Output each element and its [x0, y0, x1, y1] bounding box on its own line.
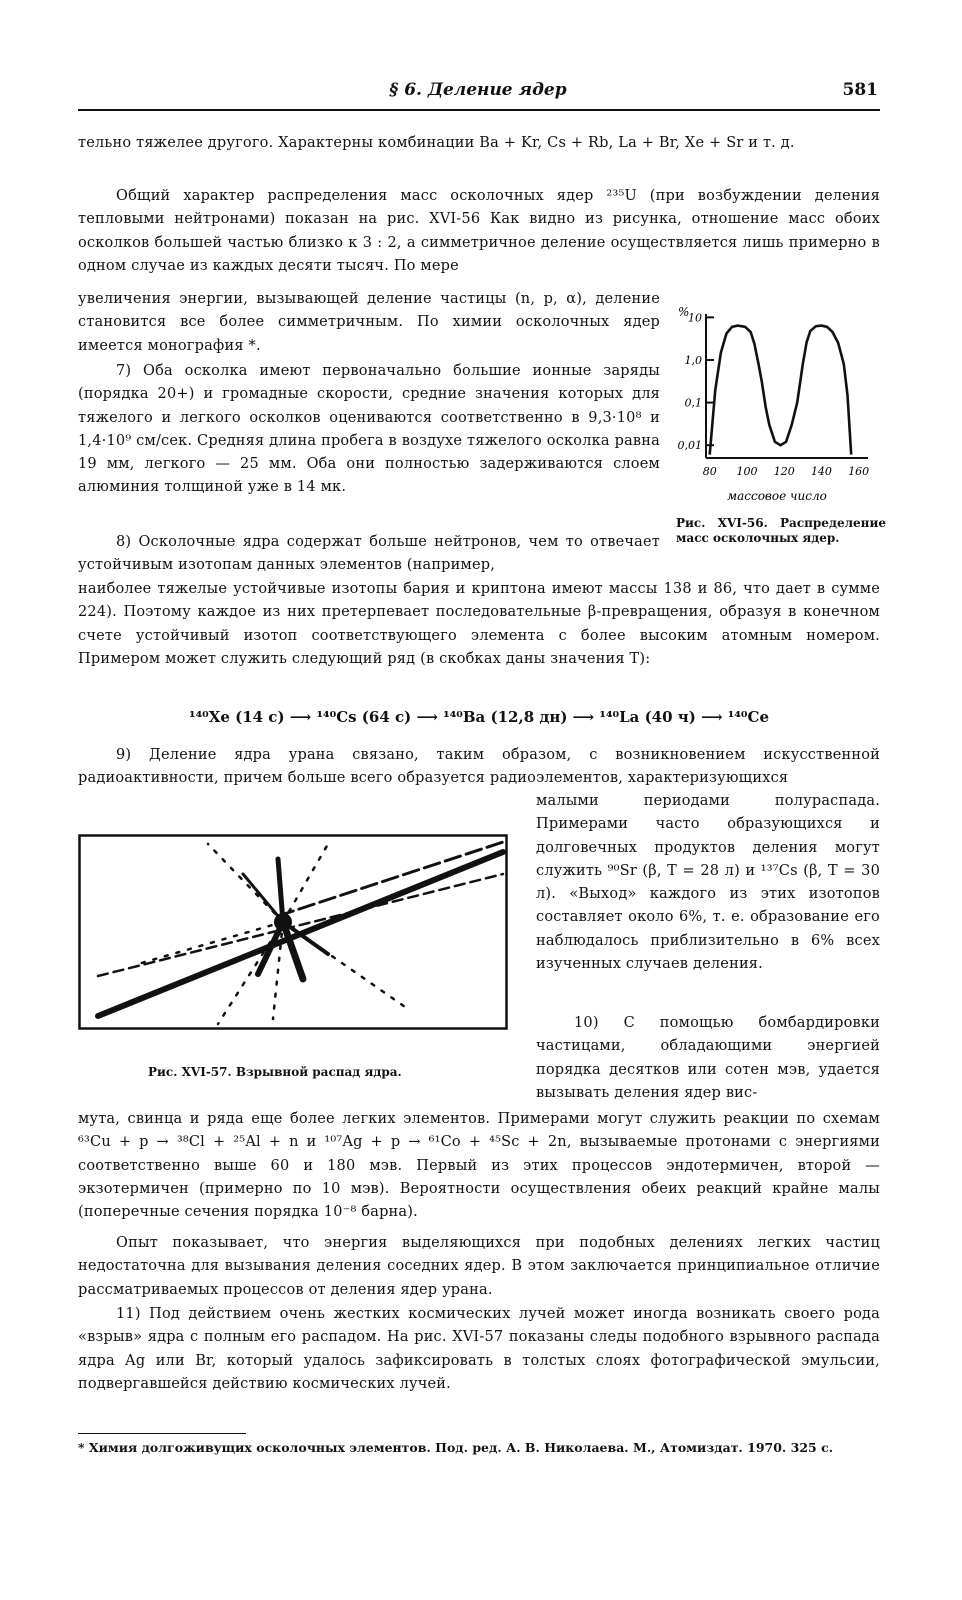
y-unit-label: % [678, 305, 690, 319]
y-tick-label: 0,1 [684, 396, 702, 410]
section-title: § 6. Деление ядер [389, 80, 567, 100]
y-tick-label: 10 [688, 311, 702, 325]
paragraph-10: 10) С помощью бомбардировки частицами, обладающими энергией порядка десятков или сотен мэв, удается вызывать деления ядер вис- [536, 1015, 880, 1101]
explosion-center [274, 913, 292, 931]
paragraph-10-cont: мута, свинца и ряда еще более легких элементов. Примерами могут служить реакции по схемам ⁶³Cu + p → ³⁸Cl + ²⁵Al + n и ¹⁰⁷Ag + p → ⁶¹Co + ⁴⁵Sc + 2n, вызываемые протонами с энергиями соответственно выше 60 и 180 мэв. Первый из этих процессов эндотермичен, второй — экзотермичен (примерно по 10 мэв). Вероятности осуществления обеих реакций крайне малы (поперечные сечения порядка 10⁻⁸ барна). [78, 1111, 880, 1221]
paragraph-8-cont: наиболее тяжелые устойчивые изотопы бария и криптона имеют массы 138 и 86, что дает в сумме 224). Поэтому каждое из них претерпевает последовательные β-превращения, образуя в конечном счете устойчивый изотоп соответствующего элемента с более высоким атомным номером. Примером может служить следующий ряд (в скобках даны значения T): [78, 581, 880, 667]
nucleus-explosion-figure [78, 834, 508, 1030]
footnote: * Химия долгоживущих осколочных элементов. Под. ред. А. В. Николаева. М., Атомиздат. 1970. 325 с. [78, 1440, 834, 1455]
y-tick-label: 1,0 [684, 353, 702, 367]
paragraph-mass-distribution: Общий характер распределения масс осколочных ядер ²³⁵U (при возбуждении деления тепловыми нейтронами) показан на рис. XVI-56 Как видно из рисунка, отношение масс обоих осколков большей частью близко к 3 : 2, а симметричное деление осуществляется лишь примерно в одном случае из каждых десяти тысяч. По мере [78, 188, 880, 274]
y-tick-label: 0,01 [677, 439, 702, 453]
figure-57-caption: Рис. XVI-57. Взрывной распад ядра. [148, 1065, 402, 1079]
track-lines [98, 842, 503, 1024]
paragraph-9: 9) Деление ядра урана связано, таким образом, с возникновением искусственной радиоактивности, причем больше всего образуется радиоэлементов, характеризующихся [78, 747, 880, 787]
paragraph-mass-distribution-cont: увеличения энергии, вызывающей деление частицы (n, p, α), деление становится все более симметричным. По химии осколочных ядер имеется монография *. [78, 291, 660, 354]
distribution-curve [710, 326, 852, 455]
mass-distribution-chart [672, 300, 882, 510]
paragraph-combinations: тельно тяжелее другого. Характерны комбинации Ba + Kr, Cs + Rb, La + Br, Xe + Sr и т. д. [78, 135, 795, 151]
running-header [78, 80, 878, 106]
paragraph-7: 7) Оба осколка имеют первоначально большие ионные заряды (порядка 20+) и громадные скорости, средние значения которых для тяжелого и легкого осколков оцениваются соответственно в 9,3·10⁸ и 1,4·10⁹ см/сек. Средняя длина пробега в воздухе тяжелого осколка равна 19 мм, легкого — 25 мм. Оба они полностью задерживаются слоем алюминия толщиной уже в 14 мк. [78, 363, 660, 496]
paragraph-8: 8) Осколочные ядра содержат больше нейтронов, чем то отвечает устойчивым изотопам данных элементов (например, [78, 534, 660, 574]
paragraph-9-cont: малыми периодами полураспада. Примерами часто образующихся и долговечных продуктов деления могут служить ⁹⁰Sr (β, T = 28 л) и ¹³⁷Cs (β, T = 30 л). «Выход» каждого из этих изотопов составляет около 6%, т. е. образование его наблюдалось приблизительно в 6% всех изученных случаев деления. [536, 793, 880, 973]
footnote-rule [78, 1433, 246, 1434]
x-tick-label: 120 [773, 465, 795, 478]
header-rule [78, 109, 880, 111]
decay-series: ¹⁴⁰Xe (14 с) ⟶ ¹⁴⁰Cs (64 с) ⟶ ¹⁴⁰Ba (12,8 дн) ⟶ ¹⁴⁰La (40 ч) ⟶ ¹⁴⁰Ce [189, 708, 769, 726]
paragraph-experience: Опыт показывает, что энергия выделяющихся при подобных делениях легких частиц недостаточна для вызывания деления соседних ядер. В этом заключается принципиальное отличие рассматриваемых процессов от деления ядер урана. [78, 1235, 880, 1298]
paragraph-11: 11) Под действием очень жестких космических лучей может иногда возникать своего рода «взрыв» ядра с полным его распадом. На рис. XVI-57 показаны следы подобного взрывного распада ядра Ag или Br, который удалось зафиксировать в толстых слоях фотографической эмульсии, подвергавшейся действию космических лучей. [78, 1306, 880, 1392]
figure-56-caption: Рис. XVI-56. Распределение масс осколочных ядер. [676, 516, 886, 545]
x-tick-label: 160 [848, 465, 870, 478]
x-axis-label: массовое число [727, 489, 827, 503]
page-number: 581 [842, 80, 878, 100]
x-tick-label: 80 [702, 465, 717, 478]
x-tick-label: 100 [736, 465, 758, 478]
x-tick-label: 140 [810, 465, 832, 478]
